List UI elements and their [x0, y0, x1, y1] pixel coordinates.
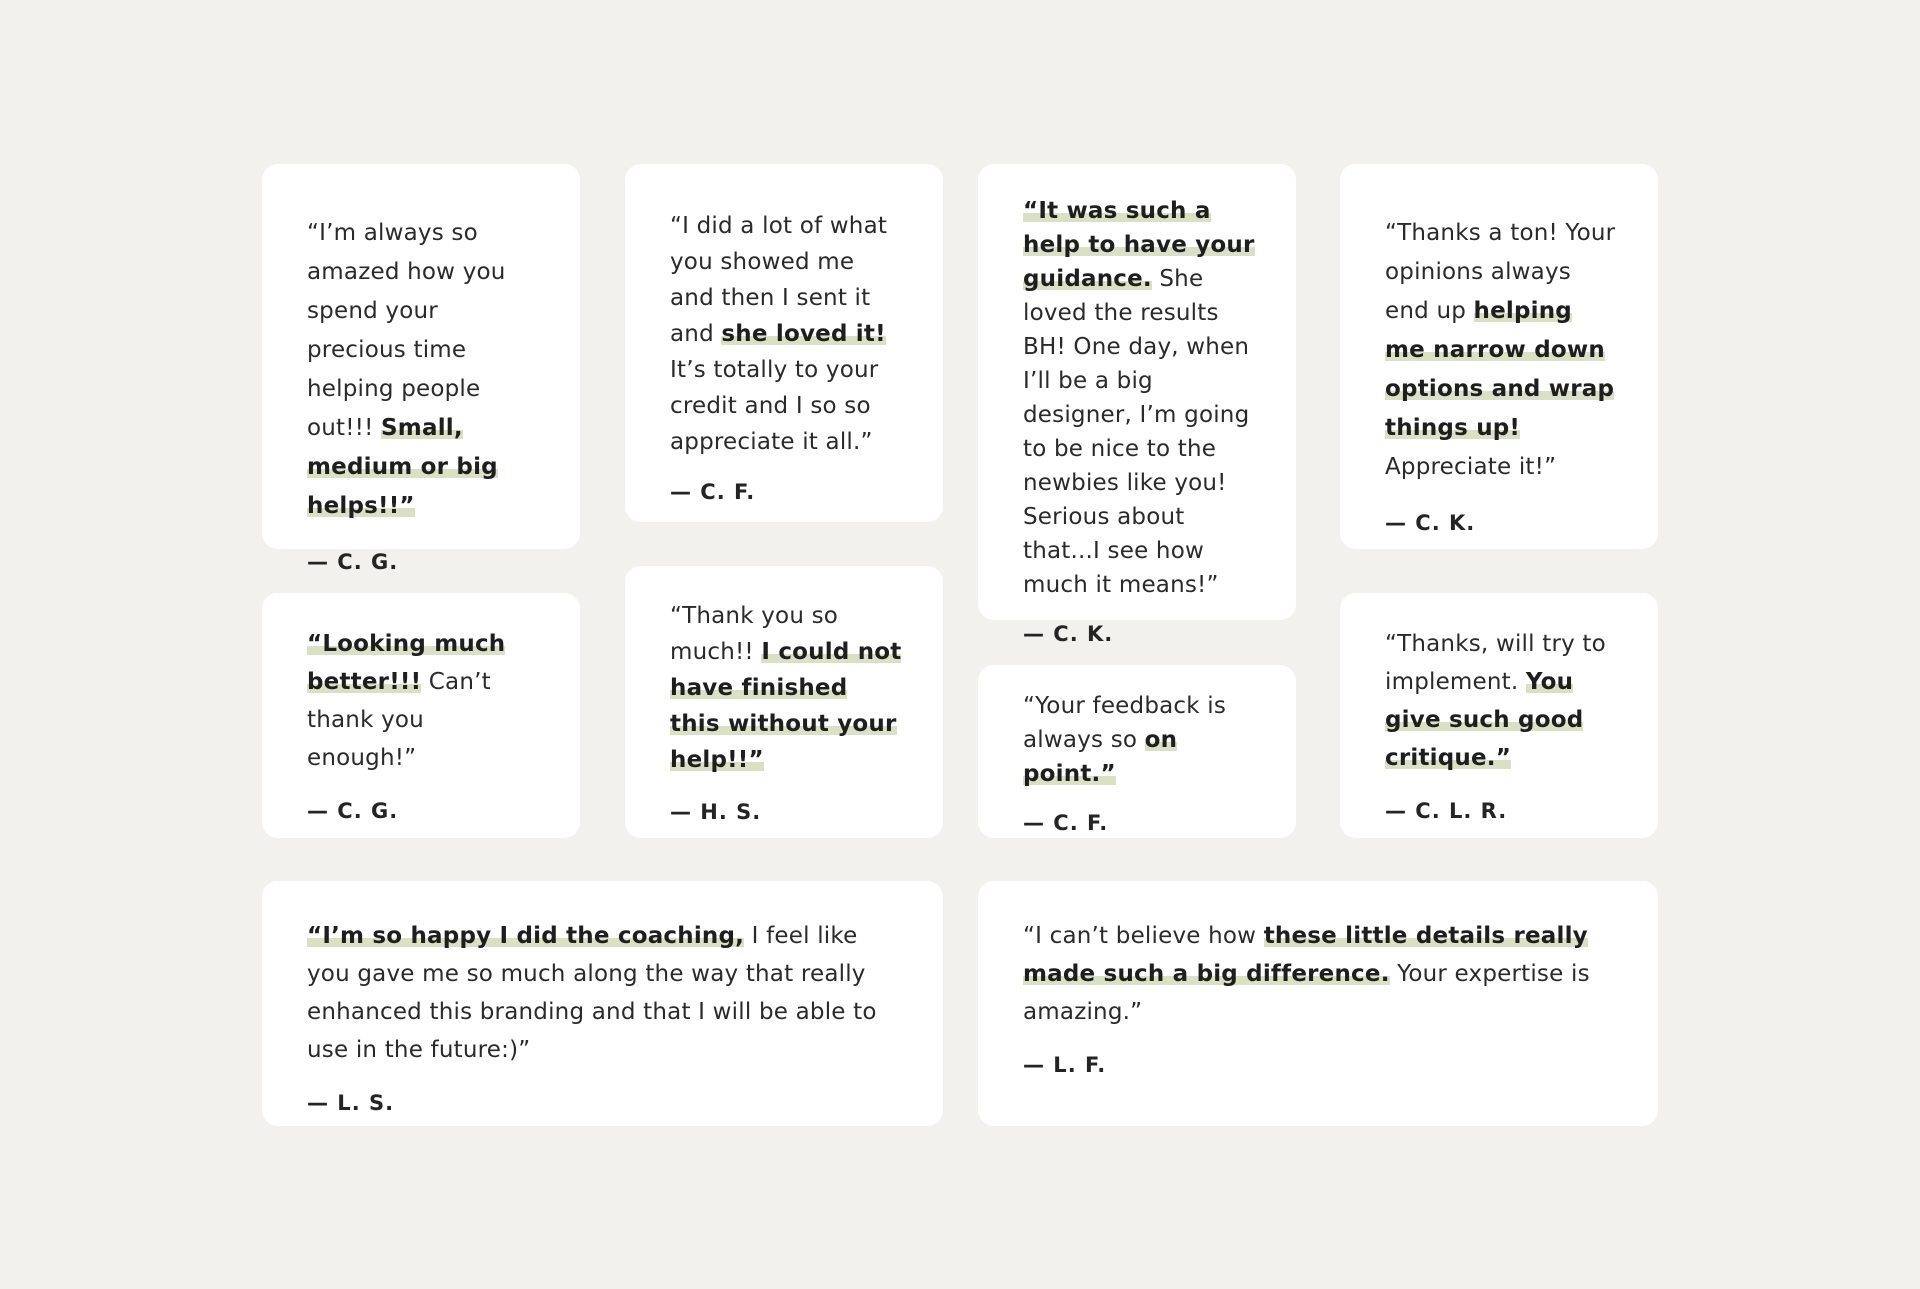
quote-text: Your expertise is amazing.” — [1023, 961, 1590, 1025]
highlighted-quote-text: these little details really made such a big difference. — [1023, 923, 1588, 987]
testimonial-quote — [670, 598, 903, 778]
testimonial-quote — [307, 917, 903, 1069]
testimonial-card-hs — [625, 566, 943, 838]
highlighted-quote-text: she loved it! — [721, 321, 886, 347]
highlighted-quote-text: “I’m so happy I did the coaching, — [307, 923, 745, 949]
testimonial-card-cg2 — [262, 593, 580, 838]
quote-text: “Thank you so much!! — [670, 603, 839, 665]
testimonial-card-lf — [978, 881, 1658, 1126]
highlighted-quote-text: helping me narrow down options and wrap things up! — [1385, 298, 1615, 441]
testimonial-author: — C. G. — [307, 550, 399, 574]
testimonial-author: — C. L. R. — [1385, 799, 1508, 823]
quote-text: I feel like you gave me so much along the way that really enhanced this branding and that I will be able to use in the future:)” — [307, 923, 877, 1063]
testimonial-card-clr — [1340, 593, 1658, 838]
testimonial-author: — C. G. — [307, 799, 399, 823]
quote-text: “Thanks, will try to implement. — [1385, 631, 1606, 695]
testimonial-card-cf1 — [625, 164, 943, 522]
testimonial-author: — L. S. — [307, 1091, 395, 1115]
testimonial-author: — C. F. — [670, 480, 756, 504]
testimonial-author: — C. K. — [1023, 622, 1114, 646]
testimonial-quote — [670, 208, 903, 460]
highlighted-quote-text: Small, medium or big helps!!” — [307, 415, 498, 519]
highlighted-quote-text: I could not have finished this without your help!!” — [670, 639, 902, 773]
testimonial-author: — H. S. — [670, 800, 762, 824]
testimonial-card-cf2 — [978, 665, 1296, 838]
quote-text: She loved the results BH! One day, when I’ll be a big designer, I’m going to be nice to the newbies like you! Serious about that...I see how much it means!” — [1023, 266, 1250, 598]
quote-text: “I’m always so amazed how you spend your precious time helping people out!!! — [307, 220, 506, 441]
testimonial-quote — [307, 214, 540, 526]
testimonial-card-ls — [262, 881, 943, 1126]
testimonial-quote — [1023, 194, 1256, 602]
testimonial-quote — [1385, 214, 1618, 487]
highlighted-quote-text: “Looking much better!!! — [307, 631, 506, 695]
testimonial-author: — L. F. — [1023, 1053, 1107, 1077]
testimonial-card-ck2 — [1340, 164, 1658, 549]
quote-text: “Thanks a ton! Your opinions always end up — [1385, 220, 1616, 324]
testimonial-quote — [1023, 917, 1618, 1031]
highlighted-quote-text: on point.” — [1023, 727, 1178, 787]
highlighted-quote-text: “It was such a help to have your guidance. — [1023, 198, 1255, 292]
testimonial-author: — C. F. — [1023, 811, 1109, 835]
testimonial-quote — [1385, 625, 1618, 777]
quote-text: “I can’t believe how — [1023, 923, 1264, 949]
quote-text: Can’t thank you enough!” — [307, 669, 491, 771]
testimonial-quote — [307, 625, 540, 777]
testimonial-author: — C. K. — [1385, 511, 1476, 535]
testimonial-card-ck1 — [978, 164, 1296, 646]
quote-text: “I did a lot of what you showed me and then I sent it and — [670, 213, 888, 347]
testimonial-quote — [1023, 689, 1256, 791]
quote-text: It’s totally to your credit and I so so appreciate it all.” — [670, 357, 879, 455]
testimonial-card-cg1 — [262, 164, 580, 574]
quote-text: Appreciate it!” — [1385, 454, 1557, 480]
quote-text: “Your feedback is always so — [1023, 693, 1227, 753]
highlighted-quote-text: You give such good critique.” — [1385, 669, 1584, 771]
